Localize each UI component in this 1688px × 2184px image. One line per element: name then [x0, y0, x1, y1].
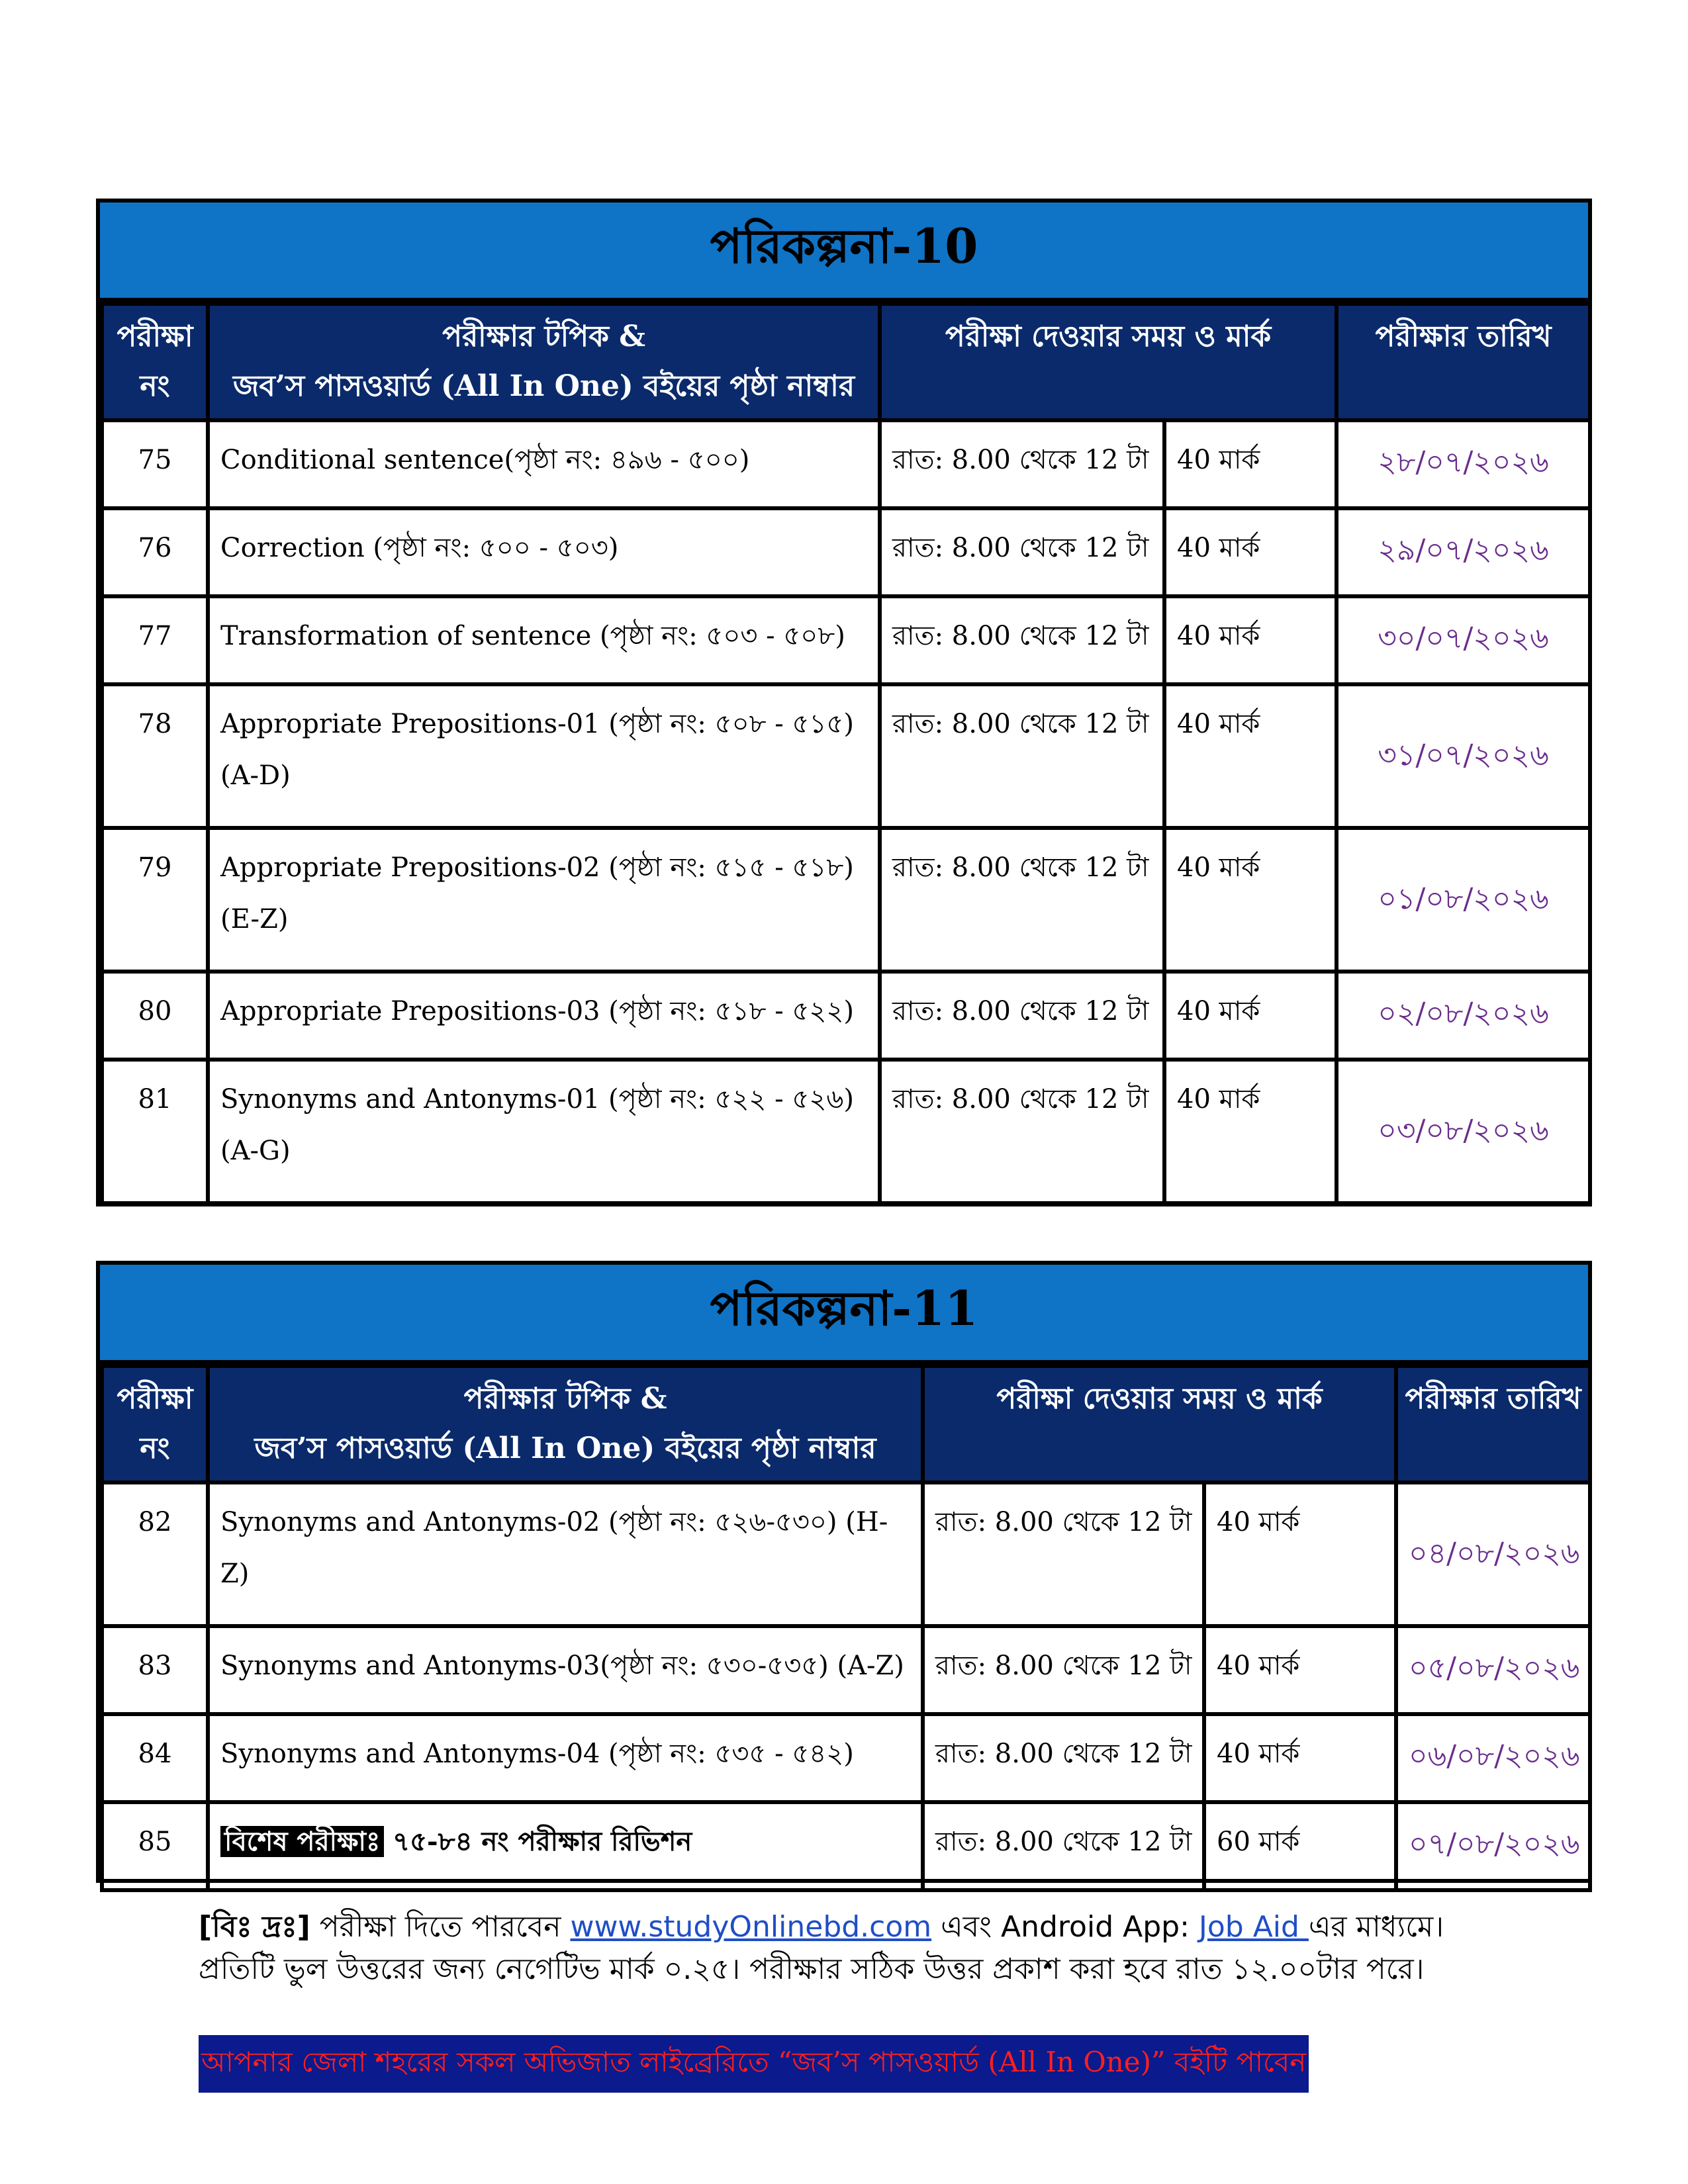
exam-topic	[208, 1802, 923, 1890]
table-row	[102, 1714, 1590, 1802]
exam-no: 78	[102, 684, 208, 828]
header-time-mark: পরীক্ষা দেওয়ার সময় ও মার্ক	[923, 1366, 1396, 1482]
exam-no: 85	[102, 1802, 208, 1890]
exam-no: 84	[102, 1714, 208, 1802]
exam-time: রাত: 8.00 থেকে 12 টা	[923, 1802, 1204, 1890]
exam-topic: Synonyms and Antonyms-04 (পৃষ্ঠা নং: ৫৩৫ - ৫৪২)	[208, 1714, 923, 1802]
header-row	[102, 1366, 1590, 1482]
notice-text-part1: পরীক্ষা দিতে পারবেন	[310, 1910, 571, 1944]
exam-mark: 60 মার্ক	[1204, 1802, 1396, 1890]
exam-time: রাত: 8.00 থেকে 12 টা	[923, 1482, 1204, 1626]
app-link[interactable]: Job Aid	[1198, 1910, 1309, 1944]
exam-date: ০৪/০৮/২০২৬	[1396, 1482, 1590, 1626]
exam-mark: 40 মার্ক	[1164, 972, 1336, 1060]
table-row	[102, 1482, 1590, 1626]
header-time-mark: পরীক্ষা দেওয়ার সময় ও মার্ক	[880, 304, 1336, 420]
exam-mark: 40 মার্ক	[1164, 828, 1336, 972]
header-exam-no-line1: পরীক্ষা	[117, 320, 193, 353]
exam-topic: Appropriate Prepositions-03 (পৃষ্ঠা নং: ৫১৮ - ৫২২)	[208, 972, 880, 1060]
header-topic-line2: জব’স পাসওয়ার্ড (All In One) বইয়ের পৃষ্ঠা নাম্বার	[254, 1431, 876, 1465]
exam-no: 80	[102, 972, 208, 1060]
table-row	[102, 972, 1590, 1060]
table-row	[102, 596, 1590, 684]
exam-time: রাত: 8.00 থেকে 12 টা	[880, 828, 1164, 972]
exam-no: 77	[102, 596, 208, 684]
exam-no: 76	[102, 508, 208, 596]
header-topic	[208, 1366, 923, 1482]
website-link[interactable]: www.studyOnlinebd.com	[570, 1910, 932, 1944]
exam-topic: Synonyms and Antonyms-01 (পৃষ্ঠা নং: ৫২২ - ৫২৬) (A-G)	[208, 1060, 880, 1203]
table-row	[102, 1802, 1590, 1890]
header-exam-no	[102, 1366, 208, 1482]
exam-topic: Transformation of sentence (পৃষ্ঠা নং: ৫০৩ - ৫০৮)	[208, 596, 880, 684]
exam-no: 83	[102, 1626, 208, 1714]
header-topic-line2: জব’স পাসওয়ার্ড (All In One) বইয়ের পৃষ্ঠা নাম্বার	[232, 369, 855, 403]
header-row	[102, 304, 1590, 420]
notice-text-part3: এর মাধ্যমে। প্রতিটি ভুল উত্তরের জন্য নেগেটিভ মার্ক ০.২৫। পরীক্ষার সঠিক উত্তর প্রকাশ করা হবে রাত ১২.০০টার পরে।	[199, 1910, 1444, 1986]
exam-no: 82	[102, 1482, 208, 1626]
exam-topic: Appropriate Prepositions-01 (পৃষ্ঠা নং: ৫০৮ - ৫১৫) (A-D)	[208, 684, 880, 828]
exam-topic: Appropriate Prepositions-02 (পৃষ্ঠা নং: ৫১৫ - ৫১৮) (E-Z)	[208, 828, 880, 972]
notice-text-part2: এবং Android App:	[931, 1910, 1199, 1944]
notice-prefix: [বিঃ দ্রঃ]	[199, 1910, 310, 1944]
exam-time: রাত: 8.00 থেকে 12 টা	[880, 420, 1164, 508]
notice-text	[199, 1906, 1509, 1991]
plan-10-table	[96, 199, 1592, 1206]
schedule-table	[100, 302, 1592, 1205]
table-row	[102, 684, 1590, 828]
plan-title: পরিকল্পনা-11	[100, 1265, 1588, 1364]
plan-11-table	[96, 1261, 1592, 1883]
exam-topic: Synonyms and Antonyms-03(পৃষ্ঠা নং: ৫৩০-৫৩৫) (A-Z)	[208, 1626, 923, 1714]
exam-time: রাত: 8.00 থেকে 12 টা	[880, 684, 1164, 828]
exam-no: 75	[102, 420, 208, 508]
exam-mark: 40 মার্ক	[1164, 684, 1336, 828]
table-row	[102, 828, 1590, 972]
exam-mark: 40 মার্ক	[1204, 1714, 1396, 1802]
exam-time: রাত: 8.00 থেকে 12 টা	[880, 972, 1164, 1060]
special-exam-text: ৭৫-৮৪ নং পরীক্ষার রিভিশন	[393, 1825, 692, 1857]
exam-mark: 40 মার্ক	[1164, 508, 1336, 596]
exam-mark: 40 মার্ক	[1164, 420, 1336, 508]
special-exam-tag: বিশেষ পরীক্ষাঃ	[220, 1826, 384, 1857]
exam-date: ২৯/০৭/২০২৬	[1336, 508, 1590, 596]
exam-time: রাত: 8.00 থেকে 12 টা	[923, 1714, 1204, 1802]
exam-no: 79	[102, 828, 208, 972]
exam-date: ০৩/০৮/২০২৬	[1336, 1060, 1590, 1203]
header-topic	[208, 304, 880, 420]
exam-topic: Correction (পৃষ্ঠা নং: ৫০০ - ৫০৩)	[208, 508, 880, 596]
exam-date: ৩১/০৭/২০২৬	[1336, 684, 1590, 828]
exam-date: ০৭/০৮/২০২৬	[1396, 1802, 1590, 1890]
exam-mark: 40 মার্ক	[1204, 1482, 1396, 1626]
promo-banner: আপনার জেলা শহরের সকল অভিজাত লাইব্রেরিতে “জব’স পাসওয়ার্ড (All In One)” বইটি পাবেন	[199, 2035, 1309, 2093]
table-row	[102, 420, 1590, 508]
table-row	[102, 1060, 1590, 1203]
exam-no: 81	[102, 1060, 208, 1203]
header-exam-no-line1: পরীক্ষা	[117, 1382, 193, 1416]
header-date: পরীক্ষার তারিখ	[1396, 1366, 1590, 1482]
exam-date: ০৫/০৮/২০২৬	[1396, 1626, 1590, 1714]
header-topic-line1: পরীক্ষার টপিক &	[463, 1382, 667, 1416]
exam-date: ২৮/০৭/২০২৬	[1336, 420, 1590, 508]
exam-date: ০৬/০৮/২০২৬	[1396, 1714, 1590, 1802]
plan-title: পরিকল্পনা-10	[100, 203, 1588, 302]
exam-time: রাত: 8.00 থেকে 12 টা	[880, 508, 1164, 596]
exam-topic: Conditional sentence(পৃষ্ঠা নং: ৪৯৬ - ৫০০)	[208, 420, 880, 508]
exam-date: ০১/০৮/২০২৬	[1336, 828, 1590, 972]
exam-time: রাত: 8.00 থেকে 12 টা	[923, 1626, 1204, 1714]
exam-date: ৩০/০৭/২০২৬	[1336, 596, 1590, 684]
exam-mark: 40 মার্ক	[1164, 1060, 1336, 1203]
header-exam-no-line2: নং	[140, 369, 170, 403]
exam-topic: Synonyms and Antonyms-02 (পৃষ্ঠা নং: ৫২৬-৫৩০) (H-Z)	[208, 1482, 923, 1626]
header-topic-line1: পরীক্ষার টপিক &	[442, 320, 645, 353]
exam-mark: 40 মার্ক	[1204, 1626, 1396, 1714]
exam-mark: 40 মার্ক	[1164, 596, 1336, 684]
header-exam-no	[102, 304, 208, 420]
header-exam-no-line2: নং	[140, 1431, 170, 1465]
schedule-table	[100, 1364, 1592, 1892]
exam-time: রাত: 8.00 থেকে 12 টা	[880, 1060, 1164, 1203]
table-row	[102, 1626, 1590, 1714]
table-row	[102, 508, 1590, 596]
header-date: পরীক্ষার তারিখ	[1336, 304, 1590, 420]
exam-date: ০২/০৮/২০২৬	[1336, 972, 1590, 1060]
exam-time: রাত: 8.00 থেকে 12 টা	[880, 596, 1164, 684]
